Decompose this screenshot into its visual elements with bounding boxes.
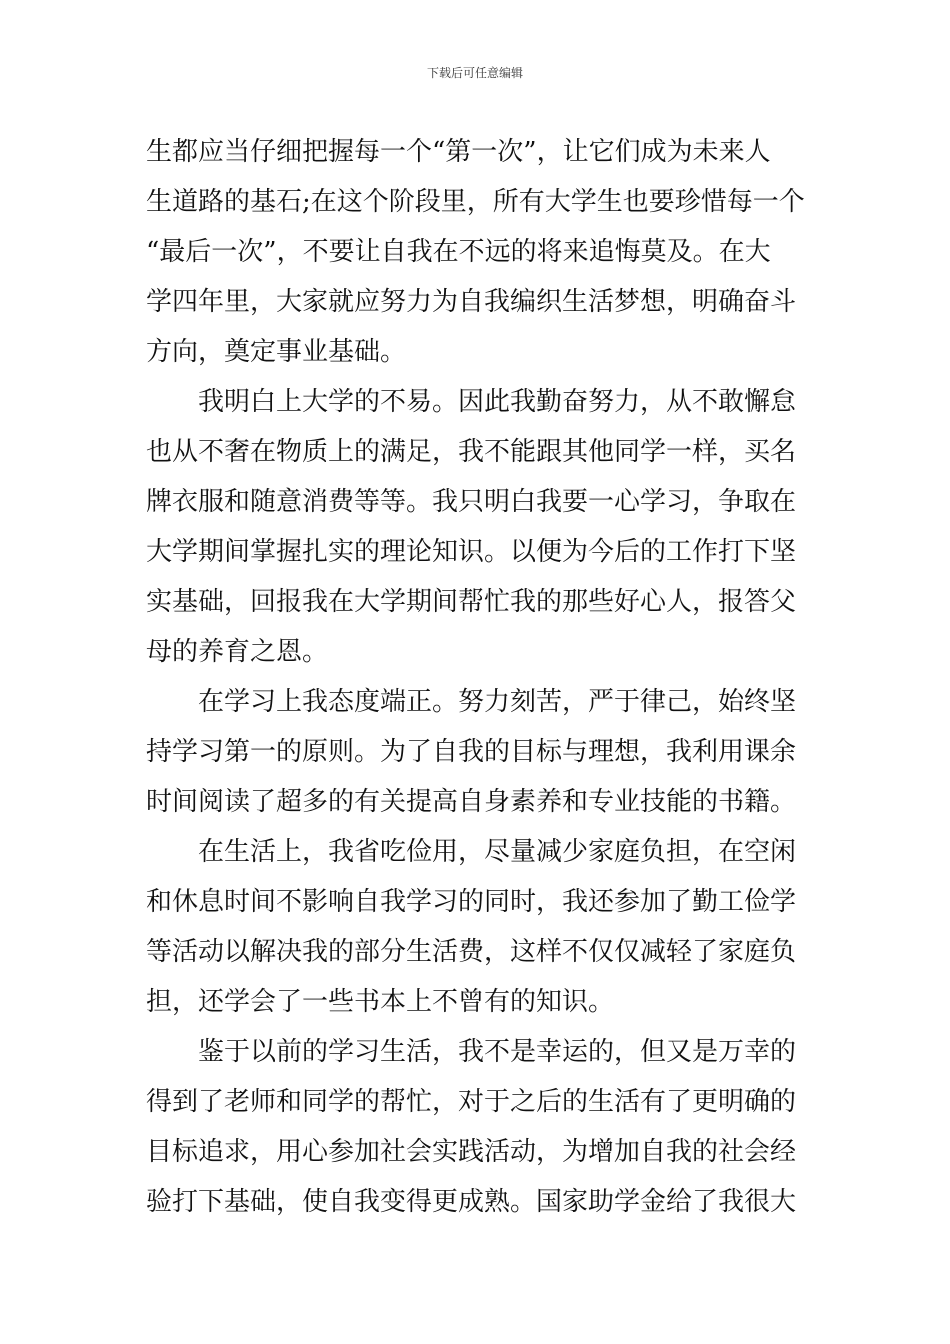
paragraph-4: [146, 827, 806, 1027]
text-line: 生都应当仔细把握每一个“第一次”，让它们成为未来人: [146, 137, 771, 167]
paragraph-1: [146, 127, 806, 377]
text-line: 在生活上，我省吃俭用，尽量减少家庭负担，在空闲: [198, 837, 797, 867]
text-line: 在学习上我态度端正。努力刻苦，严于律己，始终坚: [198, 687, 797, 717]
text-line: 大学期间掌握扎实的理论知识。以便为今后的工作打下坚: [146, 537, 797, 567]
paragraph-5: [146, 1027, 806, 1227]
text-line: 我明白上大学的不易。因此我勤奋努力，从不敢懈怠: [198, 387, 797, 417]
paragraph-2: [146, 377, 806, 677]
text-line: 母的养育之恩。: [146, 637, 329, 667]
text-line: 牌衣服和随意消费等等。我只明白我要一心学习，争取在: [146, 487, 797, 517]
text-line: 等活动以解决我的部分生活费，这样不仅仅减轻了家庭负: [146, 937, 797, 967]
text-line: 持学习第一的原则。为了自我的目标与理想，我利用课余: [146, 737, 797, 767]
text-line: 得到了老师和同学的帮忙，对于之后的生活有了更明确的: [146, 1087, 797, 1117]
text-line: “最后一次”，不要让自我在不远的将来追悔莫及。在大: [146, 237, 771, 267]
text-line: 时间阅读了超多的有关提高自身素养和专业技能的书籍。: [146, 787, 797, 817]
page-header: 下载后可任意编辑: [426, 66, 523, 80]
text-line: 担，还学会了一些书本上不曾有的知识。: [146, 987, 615, 1017]
text-line: 实基础，回报我在大学期间帮忙我的那些好心人，报答父: [146, 587, 797, 617]
text-line: 也从不奢在物质上的满足，我不能跟其他同学一样，买名: [146, 437, 797, 467]
paragraph-3: [146, 677, 806, 827]
text-line: 生道路的基石;在这个阶段里，所有大学生也要珍惜每一个: [146, 187, 805, 217]
text-line: 方向，奠定事业基础。: [146, 337, 407, 367]
text-line: 验打下基础，使自我变得更成熟。国家助学金给了我很大: [146, 1187, 797, 1217]
text-line: 目标追求，用心参加社会实践活动，为增加自我的社会经: [146, 1137, 797, 1167]
text-line: 学四年里，大家就应努力为自我编织生活梦想，明确奋斗: [146, 287, 797, 317]
document-body: [146, 127, 806, 1227]
text-line: 和休息时间不影响自我学习的同时，我还参加了勤工俭学: [146, 887, 797, 917]
text-line: 鉴于以前的学习生活，我不是幸运的，但又是万幸的: [198, 1037, 797, 1067]
